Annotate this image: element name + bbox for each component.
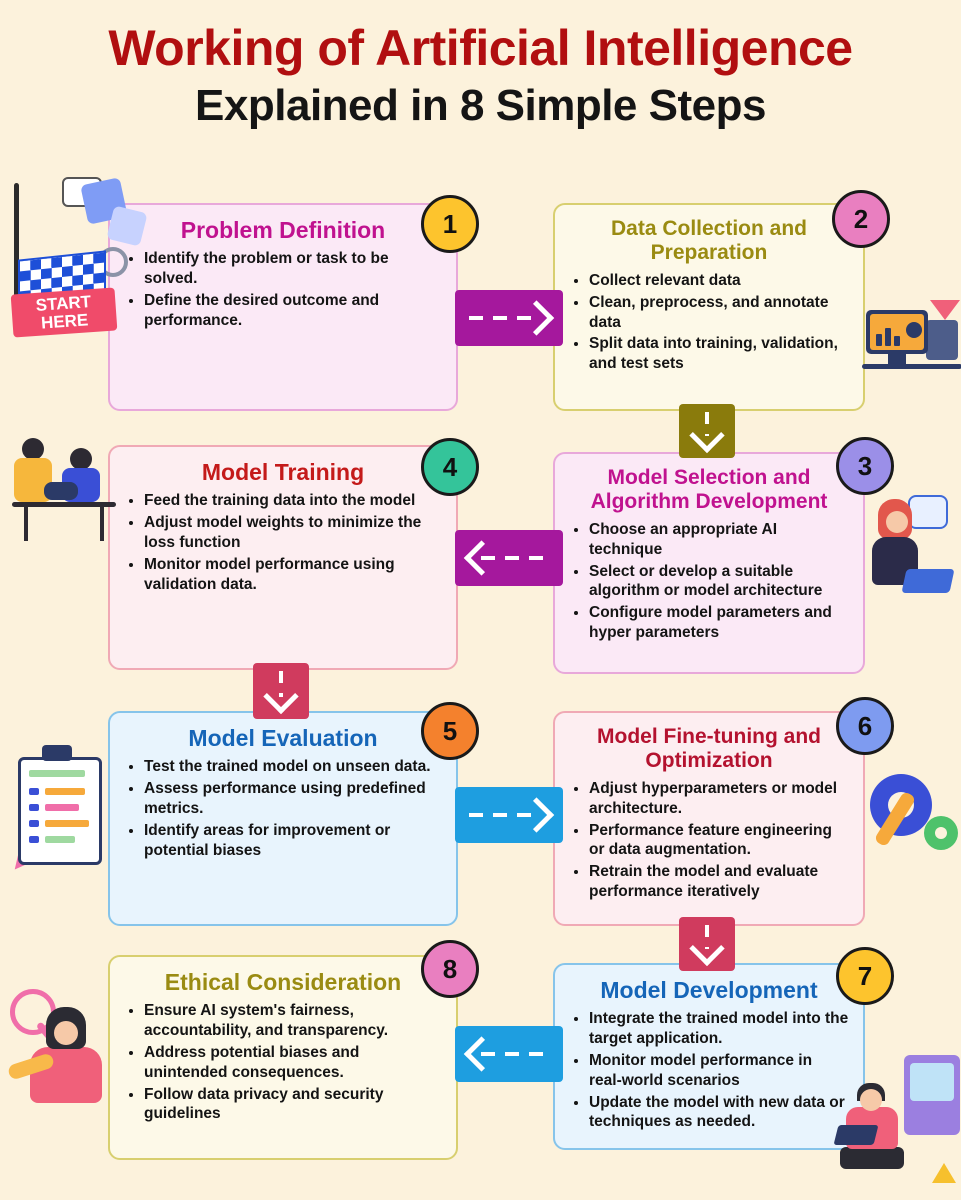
model-selection-illustration xyxy=(862,495,958,615)
chevron-right-icon xyxy=(519,300,554,335)
page-title xyxy=(0,22,961,131)
bar-chart-bar xyxy=(885,328,891,346)
ethics-magnifier-illustration xyxy=(2,985,114,1135)
step-title: Model Fine-tuning and Optimization xyxy=(597,725,821,772)
person-legs xyxy=(840,1147,904,1169)
checklist-bullet xyxy=(29,788,39,795)
step-card-data-collection[interactable] xyxy=(553,203,865,411)
step-number-badge-7: 7 xyxy=(836,947,894,1005)
monitor-stand xyxy=(888,354,906,364)
bullet-item: • Adjust hyperparameters or model architecture. xyxy=(589,779,849,819)
dashboard-screen xyxy=(870,314,924,350)
laptop-icon xyxy=(44,482,78,500)
clipboard-clip xyxy=(42,745,72,761)
chevron-down-icon xyxy=(689,418,724,453)
bullet-item: • Collect relevant data xyxy=(589,271,849,291)
bullet-item: • Monitor model performance using validation data. xyxy=(144,555,442,595)
step-number-badge-8: 8 xyxy=(421,940,479,998)
step-bullet-list xyxy=(124,249,442,330)
start-here-flag-illustration xyxy=(6,175,126,355)
connector-step4-to-step5 xyxy=(253,663,309,719)
bullet-item: • Define the desired outcome and performance. xyxy=(144,291,442,331)
person-face xyxy=(54,1021,78,1045)
server-icon xyxy=(926,320,958,360)
step-card-model-development[interactable] xyxy=(553,963,865,1150)
step-number-badge-6: 6 xyxy=(836,697,894,755)
step-card-fine-tuning[interactable] xyxy=(553,711,865,926)
step-bullet-list xyxy=(569,271,849,374)
laptop-icon xyxy=(901,569,954,593)
chevron-down-icon xyxy=(263,679,298,714)
step-number-badge-2: 2 xyxy=(832,190,890,248)
step-card-problem-definition[interactable] xyxy=(108,203,458,411)
connector-step6-to-step7 xyxy=(679,917,735,971)
step-title: Data Collection and Preparation xyxy=(610,217,808,264)
desk-line xyxy=(862,364,961,369)
bullet-item: • Identify the problem or task to be solved. xyxy=(144,249,442,289)
connector-step7-to-step8 xyxy=(455,1026,563,1082)
bullet-item: • Feed the training data into the model xyxy=(144,491,442,511)
step-bullet-list xyxy=(569,1009,849,1132)
chevron-down-icon xyxy=(689,931,724,966)
bullet-item: • Performance feature engineering or data augmentation. xyxy=(589,821,849,861)
checklist-line xyxy=(45,788,85,795)
person-head xyxy=(22,438,44,460)
optimization-gears-illustration xyxy=(866,760,961,870)
step-title: Model Selection and Algorithm Development xyxy=(590,466,828,513)
desk-leg xyxy=(100,507,104,541)
bullet-item: • Split data into training, validation, and test sets xyxy=(589,334,849,374)
step-card-model-evaluation[interactable] xyxy=(108,711,458,926)
bullet-item: • Ensure AI system's fairness, accountability, and transparency. xyxy=(144,1001,442,1041)
speech-bubble-icon xyxy=(908,495,948,529)
bullet-item: • Follow data privacy and security guidelines xyxy=(144,1085,442,1125)
checklist-line xyxy=(29,770,85,777)
step-title: Ethical Consideration xyxy=(164,969,402,995)
warning-icon xyxy=(932,1163,956,1183)
person-face xyxy=(886,511,908,533)
bar-chart-bar xyxy=(894,336,900,346)
step-number-badge-1: 1 xyxy=(421,195,479,253)
step-bullet-list xyxy=(569,520,849,643)
bullet-item: • Clean, preprocess, and annotate data xyxy=(589,293,849,333)
team-training-illustration xyxy=(8,430,118,550)
bullet-item: • Adjust model weights to minimize the loss function xyxy=(144,513,442,553)
laptop-icon xyxy=(834,1125,879,1145)
bullet-item: • Choose an appropriate AI technique xyxy=(589,520,849,560)
checklist-bullet xyxy=(29,836,39,843)
step-title: Model Training xyxy=(201,459,365,485)
bullet-item: • Configure model parameters and hyper parameters xyxy=(589,603,849,643)
step-bullet-list xyxy=(569,779,849,902)
connector-step5-to-step6 xyxy=(455,787,563,843)
bullet-item: • Integrate the trained model into the target application. xyxy=(589,1009,849,1049)
step-bullet-list xyxy=(124,757,442,860)
evaluation-checklist-illustration xyxy=(4,735,110,875)
checklist-bullet xyxy=(29,804,39,811)
data-collection-illustration xyxy=(866,298,961,402)
step-card-ethical-consideration[interactable] xyxy=(108,955,458,1160)
chevron-left-icon xyxy=(464,1036,499,1071)
checklist-line xyxy=(45,804,79,811)
funnel-icon xyxy=(930,300,960,320)
step-number-badge-5: 5 xyxy=(421,702,479,760)
step-bullet-list xyxy=(124,491,442,594)
step-title: Model Evaluation xyxy=(188,725,378,751)
chevron-left-icon xyxy=(464,540,499,575)
step-card-model-selection[interactable] xyxy=(553,452,865,674)
step-number-badge-4: 4 xyxy=(421,438,479,496)
title-line-2: Explained in 8 Simple Steps xyxy=(195,80,766,130)
bullet-item: • Select or develop a suitable algorithm or model architecture xyxy=(589,562,849,602)
deployment-illustration xyxy=(836,1055,961,1200)
connector-step1-to-step2 xyxy=(455,290,563,346)
clipboard-icon xyxy=(18,757,102,865)
step-number-badge-3: 3 xyxy=(836,437,894,495)
step-card-model-training[interactable] xyxy=(108,445,458,670)
gear-icon xyxy=(924,816,958,850)
monitor-icon xyxy=(866,310,928,354)
chevron-right-icon xyxy=(519,797,554,832)
bullet-item: • Test the trained model on unseen data. xyxy=(144,757,442,777)
bullet-item: • Assess performance using predefined metrics. xyxy=(144,779,442,819)
title-line-1: Working of Artificial Intelligence xyxy=(108,20,853,76)
step-title: Problem Definition xyxy=(180,217,386,243)
bullet-item: • Identify areas for improvement or potential biases xyxy=(144,821,442,861)
connector-step3-to-step4 xyxy=(455,530,563,586)
checklist-bullet xyxy=(29,820,39,827)
bullet-item: • Monitor model performance in real-world scenarios xyxy=(589,1051,849,1091)
pie-chart-icon xyxy=(906,322,922,338)
bullet-item: • Retrain the model and evaluate performance iteratively xyxy=(589,862,849,902)
screen-content xyxy=(910,1063,954,1101)
connector-step2-to-step3 xyxy=(679,404,735,458)
step-bullet-list xyxy=(124,1001,442,1124)
screen-panel xyxy=(904,1055,960,1135)
bullet-item: • Update the model with new data or techniques as needed. xyxy=(589,1093,849,1133)
person-face xyxy=(860,1089,882,1111)
start-here-label: START HERE xyxy=(11,287,118,337)
checklist-line xyxy=(45,836,75,843)
step-title: Model Development xyxy=(600,977,818,1003)
bullet-item: • Address potential biases and unintended consequences. xyxy=(144,1043,442,1083)
bar-chart-bar xyxy=(876,334,882,346)
checklist-line xyxy=(45,820,89,827)
desk-leg xyxy=(24,507,28,541)
person-head xyxy=(70,448,92,470)
